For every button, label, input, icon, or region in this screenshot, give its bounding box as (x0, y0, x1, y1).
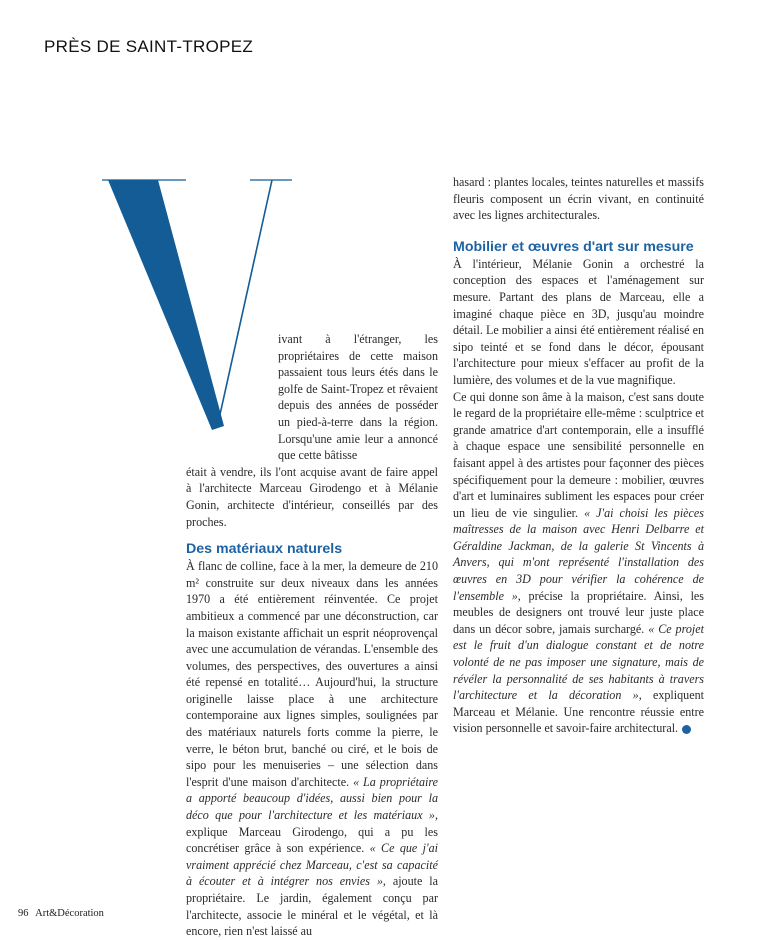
paragraph-materials: À flanc de colline, face à la mer, la demeure de 210 m² construite sur deux niveaux dans les années 1970 a été entièrement réinventée. Ce projet ambitieux a commencé par une déconstruction, car la maison existante affichait un esprit néoprovençal avec une accumulation de vérandas. L'ensemble des volumes, des perspectives, des ouvertures a ainsi été repensé en totalité… Aujourd'hui, la structure originelle laisse place à une architecture contemporaine aux lignes simples, soulignées par des matériaux naturels forts comme la pierre, le verre, le béton brut, banché ou ciré, et le bois de sipo pour les menuiseries – une sélection dans l'esprit d'une maison d'architecte. « La propriétaire a apporté beaucoup d'idées, aussi bien pour la déco que pour l'architecture et les matériaux », explique Marceau Girodengo, qui a pu les concrétiser grâce à son expérience. « Ce que j'ai vraiment apprécié chez Marceau, c'est sa capacité à écouter et à intégrer nos envies », ajoute la propriétaire. Le jardin, également conçu par l'architecte, associe le minéral et le végétal, et là encore, rien n'est laissé au (186, 559, 438, 939)
page-number: 96 (18, 908, 29, 919)
paragraph-art: Ce qui donne son âme à la maison, c'est sans doute le regard de la propriétaire elle-même : sculptrice et grande amatrice d'art contemporain, elle a insufflé à chaque espace une sensibilité personnelle en faisant appel à des artistes pour façonner des pièces spécifiquement pour la demeure : mobilier, œuvres d'art et luminaires subliment les espaces pour créer un lieu de vie singulier. « J'ai choisi les pièces maîtresses de la maison avec Henri Delbarre et Géraldine Jackman, de la galerie St Vincents à Anvers, qui m'ont représenté l'installation des œuvres en 3D pour vérifier la cohérence de l'ensemble », précise la propriétaire. Ainsi, les meubles de designers ont trouvé leur juste place dans un décor sobre, jamais surchargé. « Ce projet est le fruit d'un dialogue constant et de notre volonté de ne pas imposer une signature, mais de révéler la personnalité de ses habitants à travers l'architecture et la décoration », expliquent Marceau et Mélanie. Une rencontre réussie entre vision personnelle et savoir-faire architectural. (453, 389, 705, 736)
quote-owner-ideas: « La propriétaire a apporté beaucoup d'idées, aussi bien pour la déco que pour l'architecture et les matériaux » (186, 774, 438, 823)
right-column (453, 174, 704, 737)
paragraph-interior: À l'intérieur, Mélanie Gonin a orchestré la conception des espaces et l'aménagement sur mesure. Partant des plans de Marceau, elle a imaginé chaque pièce en 3D, jusqu'au moindre détail. Le mobilier a ainsi été entièrement réalisé en sipo teinté et se fond dans le décor, épousant l'architecture pour mieux s'effacer au profit de la lumière, des volumes et de la vue magnifique. (453, 256, 704, 387)
quote-owner-listening: « Ce que j'ai vraiment apprécié chez Marceau, c'est sa capacité à écouter et à intégrer nos envies » (186, 841, 438, 889)
paragraph-garden-cont: hasard : plantes locales, teintes naturelles et massifs fleuris composent un écrin vivant, en continuité avec les lignes architecturales. (453, 175, 704, 223)
magazine-name: Art&Décoration (35, 908, 104, 919)
intro-lead: ivant à l'étranger, les propriétaires de cette maison passaient tous leurs étés dans le golfe de Saint-Tropez et rêvaient depuis des années de posséder un pied-à-terre dans la région. Lorsqu'une amie leur a annoncé que cette bâtisse (278, 332, 438, 463)
section-label: PRÈS DE SAINT-TROPEZ (44, 37, 254, 56)
end-mark-icon (682, 725, 691, 734)
left-column (186, 331, 438, 940)
quote-architects: « Ce projet est le fruit d'un dialogue constant et de notre volonté de ne pas imposer une signature, mais de révéler la personnalité de ses habitants à travers l'architecture et la décoration » (453, 621, 704, 703)
page-footer (18, 908, 104, 919)
intro-continued: était à vendre, ils l'ont acquise avant de faire appel à l'architecte Marceau Girodengo et à Mélanie Gonin, architecte d'intérieur, conseillés par des proches. (186, 464, 438, 529)
quote-owner-gallery: « J'ai choisi les pièces maîtresses de la maison avec Henri Delbarre et Géraldine Jackman, de la galerie St Vincents à Anvers, qui m'ont représenté l'installation des œuvres en 3D pour vérifier la cohérence de l'ensemble » (453, 505, 704, 603)
heading-furniture: Mobilier et œuvres d'art sur mesure (453, 238, 694, 255)
heading-materials: Des matériaux naturels (186, 541, 343, 558)
